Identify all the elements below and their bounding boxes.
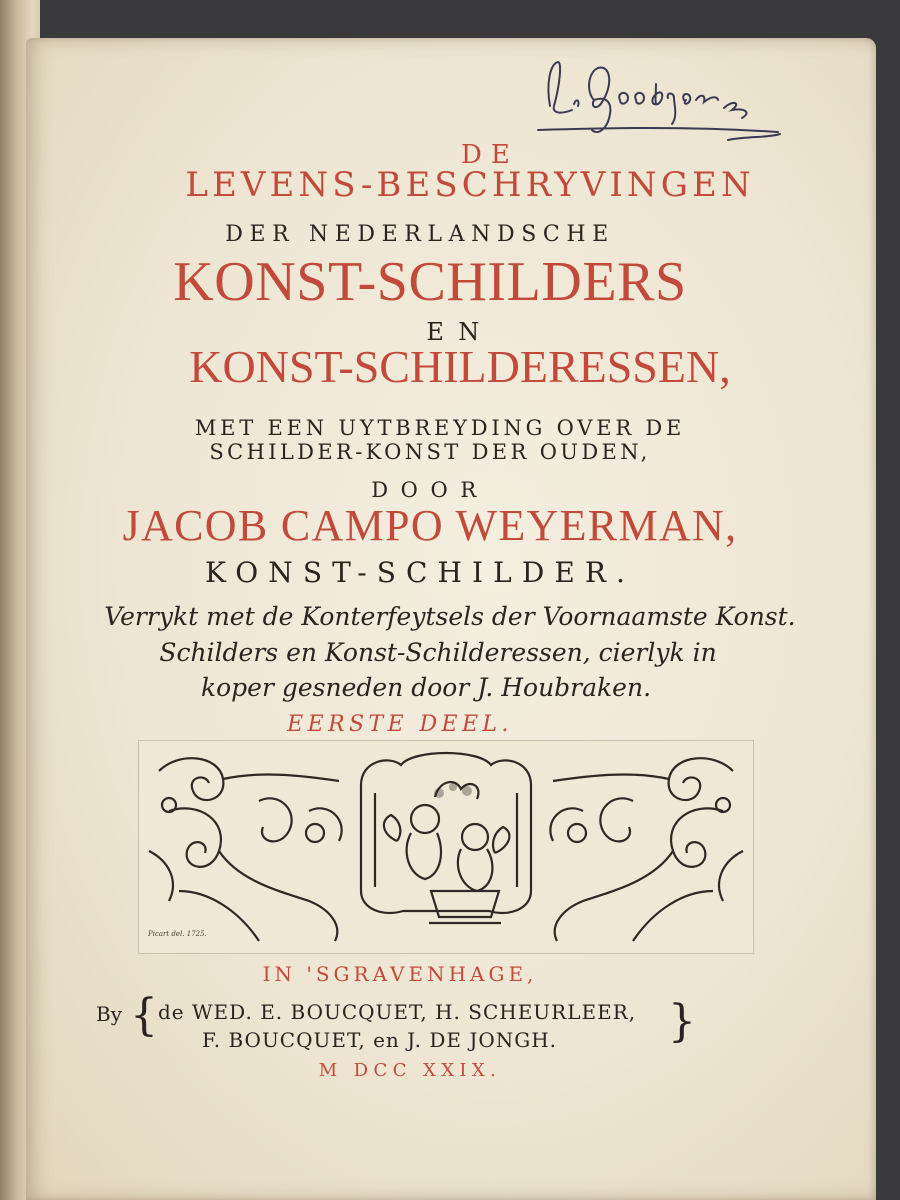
subtitle-line-1: MET EEN UYTBREYDING OVER DE: [194, 416, 686, 440]
left-brace-icon: {: [130, 990, 158, 1041]
description-line-2: Schilders en Konst-Schilderessen, cierlyk in: [159, 638, 717, 667]
byline-door: DOOR: [371, 478, 489, 502]
engraving-signature: Picart del. 1725.: [148, 930, 207, 938]
title-line-konst-schilders: KONST-SCHILDERS: [173, 251, 687, 313]
imprint-publishers-line-2: F. BOUCQUET, en J. DE JONGH.: [202, 1028, 558, 1052]
title-line-levens: LEVENS-BESCHRYVINGEN: [185, 165, 755, 205]
imprint-place: IN 'SGRAVENHAGE,: [262, 962, 538, 986]
title-line-en: EN: [426, 318, 494, 346]
volume-label: EERSTE DEEL.: [287, 712, 513, 737]
ornamental-cartouche-icon: [139, 741, 753, 953]
author-name: JACOB CAMPO WEYERMAN,: [122, 501, 738, 550]
engraving-vignette: [138, 740, 754, 954]
publication-year: M DCC XXIX.: [318, 1060, 502, 1081]
description-line-3: koper gesneden door J. Houbraken.: [200, 673, 652, 702]
right-brace-icon: }: [668, 996, 696, 1047]
author-profession: KONST-SCHILDER.: [204, 556, 636, 589]
title-line-konst-schilderessen: KONST-SCHILDERESSEN,: [189, 341, 731, 392]
handwritten-signature-icon: [528, 44, 788, 154]
imprint-publishers-line-1: de WED. E. BOUCQUET, H. SCHEURLEER,: [158, 1000, 637, 1024]
imprint-by: By: [96, 1002, 122, 1026]
subtitle-line-2: SCHILDER-KONST DER OUDEN,: [209, 440, 651, 464]
description-line-1: Verrykt met de Konterfeytsels der Voornaamste Konst.: [104, 602, 796, 631]
title-line-der: DER NEDERLANDSCHE: [225, 222, 615, 247]
imprint-block: [96, 990, 716, 1068]
title-article: DE: [460, 140, 520, 170]
